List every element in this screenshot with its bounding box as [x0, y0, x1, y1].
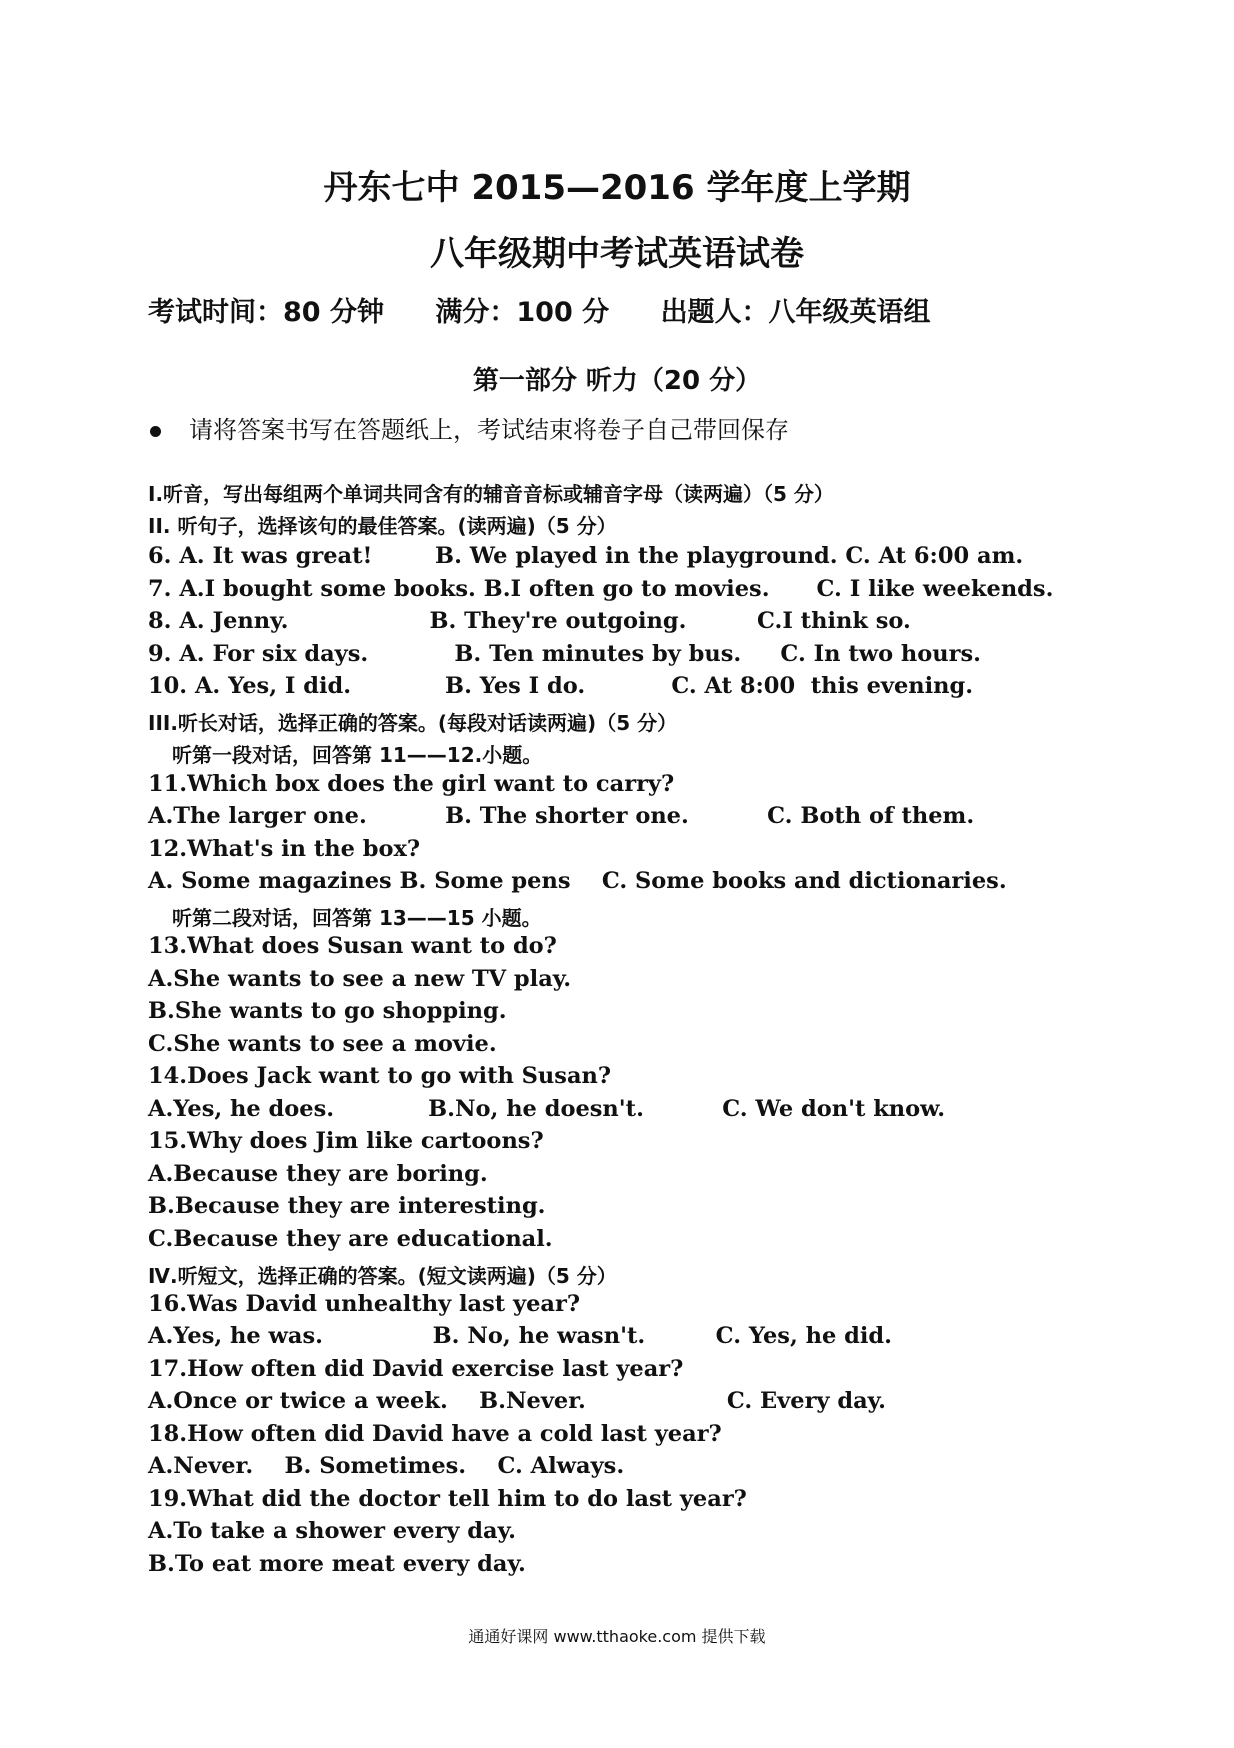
question-line: 10. A. Yes, I did. B. Yes I do. C. At 8:00 this evening.	[148, 673, 974, 699]
question-line: A.Because they are boring.	[148, 1161, 488, 1187]
page-footer: 通通好课网 www.tthaoke.com 提供下载	[468, 1627, 766, 1646]
question-line: 13.What does Susan want to do?	[148, 933, 557, 959]
question-line: 12.What's in the box?	[148, 836, 421, 862]
question-line: A.She wants to see a new TV play.	[148, 966, 572, 992]
sub-heading: 听第一段对话，回答第 11——12.小题。	[172, 743, 543, 767]
question-line: 11.Which box does the girl want to carry?	[148, 771, 675, 797]
exam-title-line2: 八年级期中考试英语试卷	[430, 234, 804, 274]
question-line: 18.How often did David have a cold last year?	[148, 1421, 722, 1447]
exam-meta	[148, 290, 973, 329]
question-line: A.Yes, he does. B.No, he doesn't. C. We don't know.	[148, 1096, 946, 1122]
exam-time: 考试时间：80 分钟	[148, 297, 384, 328]
question-line: C.She wants to see a movie.	[148, 1031, 497, 1057]
part1-title: 第一部分 听力（20 分）	[472, 366, 762, 396]
question-line: A. Some magazines B. Some pens C. Some books and dictionaries.	[148, 868, 1007, 894]
question-line: 7. A.I bought some books. B.I often go to movies. C. I like weekends.	[148, 576, 1054, 602]
question-line: 6. A. It was great! B. We played in the playground. C. At 6:00 am.	[148, 543, 1024, 569]
question-line: B.She wants to go shopping.	[148, 998, 507, 1024]
question-line: A.Never. B. Sometimes. C. Always.	[148, 1453, 625, 1479]
question-line: 16.Was David unhealthy last year?	[148, 1291, 581, 1317]
question-line: A.Yes, he was. B. No, he wasn't. C. Yes, he did.	[148, 1323, 892, 1349]
question-line: B.Because they are interesting.	[148, 1193, 546, 1219]
sub-heading: 听第二段对话，回答第 13——15 小题。	[172, 906, 542, 930]
section-heading: III.听长对话，选择正确的答案。(每段对话读两遍)（5 分）	[148, 711, 678, 735]
section-heading: I.听音，写出每组两个单词共同含有的辅音音标或辅音字母（读两遍）（5 分）	[148, 482, 834, 506]
exam-title-line1: 丹东七中 2015—2016 学年度上学期	[323, 168, 911, 208]
question-line: 9. A. For six days. B. Ten minutes by bus. C. In two hours.	[148, 641, 982, 667]
question-line: 8. A. Jenny. B. They're outgoing. C.I think so.	[148, 608, 911, 634]
question-line: 17.How often did David exercise last year?	[148, 1356, 684, 1382]
question-line: 14.Does Jack want to go with Susan?	[148, 1063, 612, 1089]
section-heading: II. 听句子，选择该句的最佳答案。(读两遍)（5 分）	[148, 514, 617, 538]
question-line: 15.Why does Jim like cartoons?	[148, 1128, 544, 1154]
exam-author: 出题人：八年级英语组	[660, 297, 931, 328]
exam-score: 满分：100 分	[435, 297, 610, 328]
bullet-icon	[150, 426, 161, 437]
question-line: B.To eat more meat every day.	[148, 1551, 526, 1577]
notice-text: 请将答案书写在答题纸上，考试结束将卷子自己带回保存	[189, 416, 789, 444]
question-line: A.To take a shower every day.	[148, 1518, 516, 1544]
question-line: A.Once or twice a week. B.Never. C. Every day.	[148, 1388, 886, 1414]
section-heading: Ⅳ.听短文，选择正确的答案。(短文读两遍)（5 分）	[148, 1264, 617, 1288]
question-line: 19.What did the doctor tell him to do last year?	[148, 1486, 747, 1512]
question-line: C.Because they are educational.	[148, 1226, 553, 1252]
notice	[150, 410, 789, 445]
question-line: A.The larger one. B. The shorter one. C. Both of them.	[148, 803, 975, 829]
